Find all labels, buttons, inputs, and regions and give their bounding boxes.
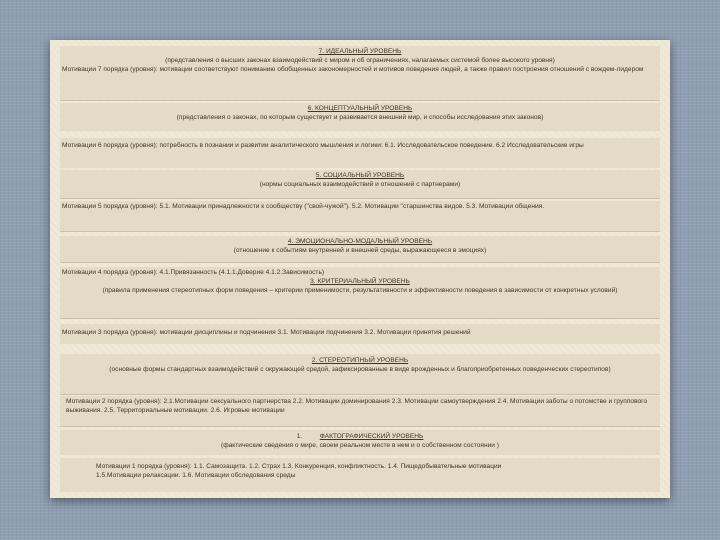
- level-1-motivation-line-2: 1.5.Мотивации релаксации. 1.6. Мотивации обследования среды: [96, 472, 296, 480]
- level-3-header: [60, 267, 660, 319]
- level-3-title: 3. КРИТЕРИАЛЬНЫЙ УРОВЕНЬ: [310, 278, 410, 286]
- level-1-subtitle: (фактические сведения о мире, своем реальном месте в нем и о собственном состоянии ): [221, 442, 499, 450]
- level-1-motivation-block: [60, 458, 660, 492]
- level-7-title: 7. ИДЕАЛЬНЫЙ УРОВЕНЬ: [318, 48, 402, 55]
- level-1-title: ФАКТОГРАФИЧЕСКИЙ УРОВЕНЬ: [319, 433, 424, 440]
- level-2-title: 2. СТЕРЕОТИПНЫЙ УРОВЕНЬ: [311, 357, 409, 364]
- level-5-header: [60, 170, 660, 199]
- level-6-subtitle: (представления о законах, по которым существует и развивается внешний мир, и способы исследования этих законов): [176, 114, 544, 122]
- level-6-motivation-block: [60, 138, 660, 168]
- level-2-header: [60, 354, 660, 395]
- level-3-subtitle: (правила применения стереотипных форм поведения – критерии применимости, результативности и эффективности поведения в зависимости от конкретных условий): [102, 287, 618, 295]
- level-2-motivation: Мотивации 2 порядка (уровня): 2.1.Мотивации сексуального партнерства 2.2. Мотивации доминирования 2.3. Мотивации самоутверждения 2.4. Мотивации заботы о потомстве и группового выживания. 2.5. Территориальные мотивации. 2.6. Игровые мотивации: [66, 398, 648, 415]
- level-1-header: [60, 430, 660, 455]
- document-page: [50, 40, 670, 498]
- level-1-motivation-line-1: Мотивации 1 порядка (уровня): 1.1. Самозащита. 1.2. Страх 1.3. Конкуренция, конфликтность. 1.4. Пищедобывательные мотивации: [96, 463, 502, 470]
- level-2-subtitle: (основные формы стандартных взаимодействий с окружающей средой, зафиксированные в виде врожденных и благоприобретенных поведенческих стереотипов): [109, 366, 611, 374]
- level-1-title-row: [60, 432, 660, 441]
- level-5-motivation-block: [60, 201, 660, 232]
- level-7-subtitle: (представления о высших законах взаимодействий с миром и об ограничениях, налагаемых системой более высокого уровня): [165, 57, 555, 65]
- level-4-subtitle: (отношение к событиям внутренней и внешней среды, выражающееся в эмоциях): [233, 247, 487, 255]
- level-4-title: 4. ЭМОЦИОНАЛЬНО-МОДАЛЬНЫЙ УРОВЕНЬ: [287, 238, 433, 245]
- level-7-motivation: Мотивации 7 порядка (уровня): мотивации соответствуют пониманию обобщенных закономерностей и мотивов поведения людей, а также правил построения отношений с вождем-лидером: [62, 66, 644, 74]
- level-5-subtitle: (нормы социальных взаимодействий и отношений с партнерами): [259, 181, 461, 189]
- level-4-motivation: Мотивации 4 порядка (уровня): 4.1.Привязанность (4.1.1.Доверие 4.1.2.Зависимость): [62, 269, 325, 276]
- level-6-header: [60, 103, 660, 131]
- level-2-motivation-block: [60, 396, 660, 427]
- level-5-motivation: Мотивации 5 порядка (уровня): 5.1. Мотивации принадлежности к сообществу ("свой-чужой"). 5.2. Мотивации "старшинства видов. 5.3. Мотивации общения.: [62, 203, 545, 210]
- level-3-motivation-block: [60, 324, 660, 344]
- level-6-motivation: Мотивации 6 порядка (уровня): потребность в познании и развитии аналитического мышления и логики: 6.1. Исследовательское поведение. 6.2 Исследовательские игры: [62, 142, 584, 149]
- level-4-header: [60, 236, 660, 263]
- level-3-motivation: Мотивации 3 порядка (уровня): мотивации дисциплины и подчинения 3.1. Мотивации подчинения 3.2. Мотивации принятия решений: [62, 329, 471, 336]
- level-1-number: 1.: [296, 433, 303, 440]
- level-6-title: 6. КОНЦЕПТУАЛЬНЫЙ УРОВЕНЬ: [307, 105, 413, 112]
- level-7-block: [60, 46, 660, 101]
- level-5-title: 5. СОЦИАЛЬНЫЙ УРОВЕНЬ: [315, 172, 405, 179]
